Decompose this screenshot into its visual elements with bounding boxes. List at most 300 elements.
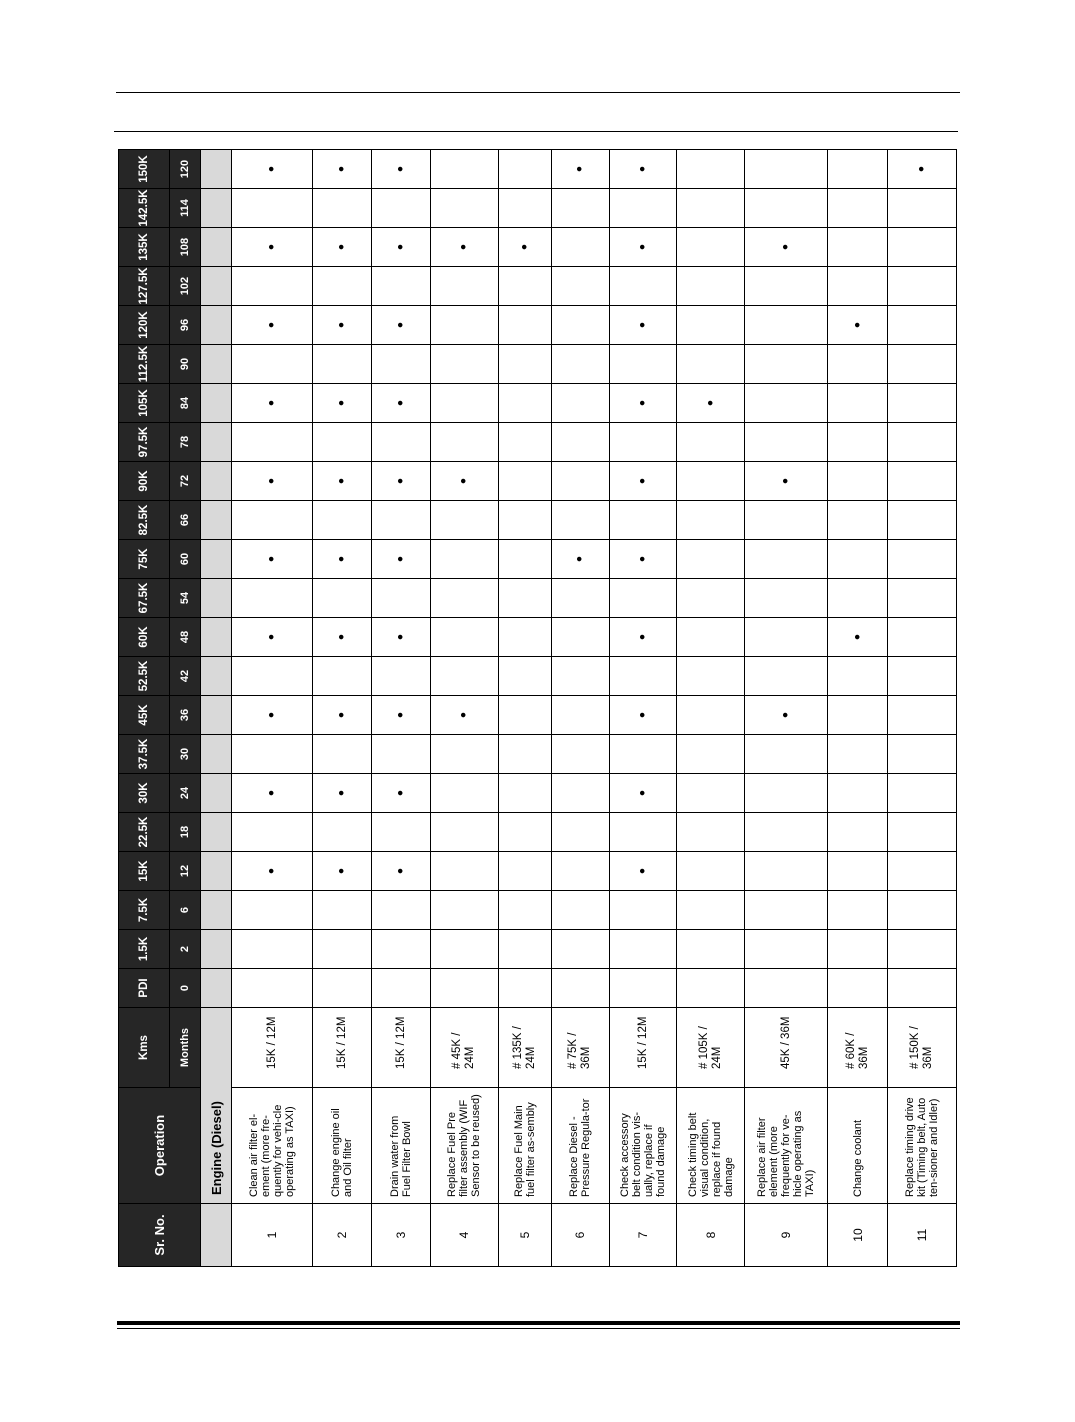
- schedule-cell: [745, 930, 828, 969]
- schedule-cell: [431, 969, 499, 1008]
- schedule-cell: [828, 813, 888, 852]
- interval-cell: 15K / 12M: [372, 1008, 431, 1088]
- schedule-cell: [498, 540, 551, 579]
- schedule-cell: [551, 306, 610, 345]
- service-dot-icon: •: [633, 400, 653, 406]
- schedule-cell: [372, 657, 431, 696]
- schedule-cell: [372, 774, 431, 813]
- header-km-16: 112.5K: [119, 345, 170, 384]
- schedule-cell: [372, 228, 431, 267]
- schedule-cell: [498, 501, 551, 540]
- schedule-cell: [372, 579, 431, 618]
- operation-cell: Replace Fuel Pre filter assembly (WIF Sensor to be reused): [431, 1088, 499, 1204]
- schedule-cell: [313, 969, 372, 1008]
- schedule-cell: [828, 501, 888, 540]
- schedule-cell: [551, 696, 610, 735]
- schedule-cell: [431, 735, 499, 774]
- header-km-1: 1.5K: [119, 930, 170, 969]
- service-dot-icon: •: [332, 790, 352, 796]
- schedule-cell: [372, 540, 431, 579]
- operation-cell: Replace timing drive kit (Timing belt, Auto ten-sioner and Idler): [887, 1088, 956, 1204]
- schedule-cell: [610, 267, 677, 306]
- schedule-cell: [887, 462, 956, 501]
- sr-no-cell: 11: [887, 1204, 956, 1267]
- header-operation: Operation: [119, 1088, 201, 1204]
- schedule-cell: [313, 189, 372, 228]
- schedule-cell: [431, 657, 499, 696]
- header-month-20: 114: [170, 189, 201, 228]
- operation-cell: Replace Fuel Main fuel filter as-sembly: [498, 1088, 551, 1204]
- schedule-cell: [232, 891, 313, 930]
- header-km-13: 90K: [119, 462, 170, 501]
- schedule-cell: [610, 462, 677, 501]
- schedule-cell: [551, 657, 610, 696]
- rotated-table-wrapper: [118, 155, 957, 1267]
- schedule-cell: [887, 852, 956, 891]
- header-month-7: 36: [170, 696, 201, 735]
- header-months: Months: [170, 1008, 201, 1088]
- schedule-cell: [498, 969, 551, 1008]
- schedule-cell: [610, 696, 677, 735]
- schedule-cell: [677, 150, 745, 189]
- sr-no-cell: 3: [372, 1204, 431, 1267]
- schedule-cell: [887, 930, 956, 969]
- top-rule-1: [116, 92, 960, 93]
- schedule-cell: [313, 930, 372, 969]
- schedule-cell: [828, 618, 888, 657]
- header-month-4: 18: [170, 813, 201, 852]
- schedule-cell: [232, 150, 313, 189]
- schedule-cell: [677, 579, 745, 618]
- schedule-cell: [232, 345, 313, 384]
- service-dot-icon: •: [391, 400, 411, 406]
- schedule-cell: [431, 267, 499, 306]
- schedule-cell: [745, 423, 828, 462]
- schedule-cell: [372, 345, 431, 384]
- schedule-cell: [610, 813, 677, 852]
- schedule-cell: [828, 735, 888, 774]
- schedule-cell: [745, 267, 828, 306]
- schedule-cell: [610, 384, 677, 423]
- operation-cell: Change engine oil and Oil filter: [313, 1088, 372, 1204]
- schedule-cell: [431, 384, 499, 423]
- header-km-18: 127.5K: [119, 267, 170, 306]
- schedule-cell: [551, 579, 610, 618]
- service-dot-icon: •: [262, 478, 282, 484]
- schedule-cell: [498, 345, 551, 384]
- schedule-cell: [232, 618, 313, 657]
- schedule-cell: [610, 579, 677, 618]
- schedule-cell: [745, 228, 828, 267]
- service-dot-icon: •: [633, 712, 653, 718]
- schedule-cell: [610, 774, 677, 813]
- schedule-cell: [498, 735, 551, 774]
- schedule-cell: [887, 306, 956, 345]
- header-km-19: 135K: [119, 228, 170, 267]
- schedule-cell: [498, 813, 551, 852]
- schedule-cell: [828, 696, 888, 735]
- schedule-cell: [232, 852, 313, 891]
- schedule-cell: [431, 462, 499, 501]
- schedule-cell: [745, 696, 828, 735]
- schedule-cell: [551, 540, 610, 579]
- schedule-cell: [745, 813, 828, 852]
- header-month-11: 60: [170, 540, 201, 579]
- bottom-rule-thin: [117, 1328, 960, 1329]
- header-km-20: 142.5K: [119, 189, 170, 228]
- schedule-cell: [828, 150, 888, 189]
- schedule-cell: [610, 423, 677, 462]
- table-row: [313, 150, 372, 1267]
- service-dot-icon: •: [633, 790, 653, 796]
- header-sr-no: Sr. No.: [119, 1204, 201, 1267]
- operation-cell: Replace air filter element (more frequently for ve-hicle operating as TAXI): [745, 1088, 828, 1204]
- interval-cell: # 75K / 36M: [551, 1008, 610, 1088]
- header-month-14: 78: [170, 423, 201, 462]
- schedule-cell: [677, 618, 745, 657]
- service-dot-icon: •: [847, 322, 867, 328]
- sr-no-cell: 5: [498, 1204, 551, 1267]
- schedule-cell: [610, 930, 677, 969]
- schedule-cell: [745, 462, 828, 501]
- schedule-cell: [551, 501, 610, 540]
- schedule-cell: [498, 852, 551, 891]
- schedule-cell: [313, 306, 372, 345]
- schedule-cell: [313, 150, 372, 189]
- service-dot-icon: •: [332, 556, 352, 562]
- schedule-cell: [431, 579, 499, 618]
- service-dot-icon: •: [262, 322, 282, 328]
- service-dot-icon: •: [262, 868, 282, 874]
- schedule-cell: [232, 813, 313, 852]
- schedule-cell: [551, 969, 610, 1008]
- schedule-cell: [677, 228, 745, 267]
- schedule-cell: [232, 930, 313, 969]
- table-row: [431, 150, 499, 1267]
- schedule-cell: [232, 189, 313, 228]
- schedule-cell: [372, 189, 431, 228]
- service-dot-icon: •: [332, 868, 352, 874]
- service-dot-icon: •: [454, 712, 474, 718]
- service-dot-icon: •: [391, 244, 411, 250]
- schedule-cell: [431, 774, 499, 813]
- schedule-cell: [313, 228, 372, 267]
- table-row: [677, 150, 745, 1267]
- schedule-cell: [232, 696, 313, 735]
- schedule-cell: [887, 735, 956, 774]
- schedule-cell: [610, 189, 677, 228]
- header-km-6: 37.5K: [119, 735, 170, 774]
- schedule-cell: [551, 774, 610, 813]
- header-km-2: 7.5K: [119, 891, 170, 930]
- schedule-cell: [551, 930, 610, 969]
- service-dot-icon: •: [911, 166, 931, 172]
- schedule-cell: [313, 540, 372, 579]
- schedule-cell: [828, 891, 888, 930]
- schedule-cell: [887, 189, 956, 228]
- header-month-1: 2: [170, 930, 201, 969]
- schedule-cell: [498, 579, 551, 618]
- interval-cell: 15K / 12M: [232, 1008, 313, 1088]
- schedule-cell: [887, 150, 956, 189]
- header-month-15: 84: [170, 384, 201, 423]
- service-dot-icon: •: [262, 790, 282, 796]
- schedule-cell: [431, 150, 499, 189]
- schedule-cell: [677, 384, 745, 423]
- schedule-cell: [828, 969, 888, 1008]
- schedule-cell: [677, 969, 745, 1008]
- schedule-cell: [745, 501, 828, 540]
- schedule-cell: [232, 579, 313, 618]
- schedule-cell: [677, 306, 745, 345]
- schedule-cell: [232, 384, 313, 423]
- schedule-cell: [745, 735, 828, 774]
- schedule-cell: [887, 501, 956, 540]
- service-dot-icon: •: [633, 634, 653, 640]
- header-km-5: 30K: [119, 774, 170, 813]
- schedule-cell: [431, 852, 499, 891]
- service-dot-icon: •: [332, 322, 352, 328]
- schedule-cell: [372, 891, 431, 930]
- interval-cell: # 135K / 24M: [498, 1008, 551, 1088]
- interval-cell: # 105K / 24M: [677, 1008, 745, 1088]
- service-dot-icon: •: [262, 166, 282, 172]
- service-dot-icon: •: [332, 478, 352, 484]
- schedule-cell: [498, 462, 551, 501]
- schedule-cell: [887, 813, 956, 852]
- schedule-cell: [372, 618, 431, 657]
- schedule-cell: [677, 696, 745, 735]
- schedule-cell: [677, 462, 745, 501]
- table-row: [610, 150, 677, 1267]
- schedule-cell: [551, 228, 610, 267]
- schedule-cell: [431, 540, 499, 579]
- sr-no-cell: 10: [828, 1204, 888, 1267]
- schedule-cell: [745, 969, 828, 1008]
- schedule-cell: [431, 423, 499, 462]
- service-dot-icon: •: [391, 556, 411, 562]
- schedule-cell: [313, 852, 372, 891]
- schedule-cell: [610, 228, 677, 267]
- schedule-cell: [677, 735, 745, 774]
- header-month-3: 12: [170, 852, 201, 891]
- schedule-cell: [677, 657, 745, 696]
- sr-no-cell: 1: [232, 1204, 313, 1267]
- schedule-cell: [372, 735, 431, 774]
- schedule-cell: [887, 657, 956, 696]
- service-dot-icon: •: [332, 400, 352, 406]
- operation-cell: Check timing belt visual condition, replace if found damage: [677, 1088, 745, 1204]
- schedule-cell: [610, 969, 677, 1008]
- schedule-cell: [313, 891, 372, 930]
- schedule-cell: [232, 501, 313, 540]
- schedule-cell: [232, 540, 313, 579]
- schedule-cell: [828, 384, 888, 423]
- schedule-cell: [313, 267, 372, 306]
- schedule-cell: [828, 423, 888, 462]
- service-dot-icon: •: [391, 712, 411, 718]
- schedule-cell: [313, 618, 372, 657]
- schedule-cell: [677, 345, 745, 384]
- schedule-cell: [498, 618, 551, 657]
- schedule-cell: [372, 813, 431, 852]
- schedule-cell: [551, 735, 610, 774]
- service-dot-icon: •: [332, 634, 352, 640]
- schedule-cell: [313, 813, 372, 852]
- schedule-cell: [313, 579, 372, 618]
- schedule-cell: [498, 189, 551, 228]
- schedule-cell: [498, 423, 551, 462]
- schedule-cell: [745, 384, 828, 423]
- service-dot-icon: •: [391, 478, 411, 484]
- service-dot-icon: •: [262, 634, 282, 640]
- schedule-cell: [828, 579, 888, 618]
- schedule-cell: [372, 267, 431, 306]
- service-dot-icon: •: [332, 712, 352, 718]
- schedule-cell: [372, 306, 431, 345]
- service-dot-icon: •: [776, 712, 796, 718]
- schedule-cell: [372, 462, 431, 501]
- header-km-7: 45K: [119, 696, 170, 735]
- header-km-3: 15K: [119, 852, 170, 891]
- service-dot-icon: •: [262, 712, 282, 718]
- schedule-cell: [372, 852, 431, 891]
- operation-cell: Clean air filter el-ement (more fre-quently for vehi-cle operating as TAXI): [232, 1088, 313, 1204]
- schedule-cell: [745, 306, 828, 345]
- schedule-cell: [313, 384, 372, 423]
- schedule-cell: [887, 228, 956, 267]
- schedule-cell: [887, 540, 956, 579]
- schedule-cell: [498, 306, 551, 345]
- schedule-cell: [828, 189, 888, 228]
- schedule-cell: [431, 345, 499, 384]
- service-dot-icon: •: [776, 244, 796, 250]
- sr-no-cell: 9: [745, 1204, 828, 1267]
- header-month-12: 66: [170, 501, 201, 540]
- service-dot-icon: •: [391, 166, 411, 172]
- schedule-cell: [610, 618, 677, 657]
- service-dot-icon: •: [332, 244, 352, 250]
- sr-no-cell: 8: [677, 1204, 745, 1267]
- header-month-17: 96: [170, 306, 201, 345]
- schedule-cell: [677, 891, 745, 930]
- operation-cell: Replace Diesel - Pressure Regula-tor: [551, 1088, 610, 1204]
- schedule-cell: [551, 462, 610, 501]
- schedule-cell: [372, 423, 431, 462]
- schedule-cell: [431, 501, 499, 540]
- schedule-cell: [431, 813, 499, 852]
- top-rule-2: [114, 131, 958, 132]
- table-row: [887, 150, 956, 1267]
- header-km-4: 22.5K: [119, 813, 170, 852]
- header-month-18: 102: [170, 267, 201, 306]
- header-month-21: 120: [170, 150, 201, 189]
- schedule-cell: [498, 384, 551, 423]
- schedule-cell: [372, 501, 431, 540]
- schedule-cell: [610, 735, 677, 774]
- schedule-cell: [232, 735, 313, 774]
- header-month-6: 30: [170, 735, 201, 774]
- schedule-cell: [677, 423, 745, 462]
- service-dot-icon: •: [633, 556, 653, 562]
- schedule-cell: [677, 189, 745, 228]
- schedule-cell: [677, 267, 745, 306]
- schedule-cell: [677, 501, 745, 540]
- service-dot-icon: •: [332, 166, 352, 172]
- schedule-cell: [828, 774, 888, 813]
- schedule-cell: [431, 618, 499, 657]
- schedule-cell: [610, 306, 677, 345]
- schedule-cell: [372, 930, 431, 969]
- schedule-cell: [431, 189, 499, 228]
- table-row: [828, 150, 888, 1267]
- schedule-cell: [372, 150, 431, 189]
- header-km-8: 52.5K: [119, 657, 170, 696]
- service-dot-icon: •: [391, 322, 411, 328]
- service-dot-icon: •: [633, 478, 653, 484]
- schedule-cell: [887, 579, 956, 618]
- schedule-cell: [551, 345, 610, 384]
- schedule-cell: [313, 462, 372, 501]
- schedule-cell: [610, 345, 677, 384]
- schedule-cell: [887, 384, 956, 423]
- maintenance-schedule-table: [118, 149, 957, 1267]
- schedule-cell: [828, 345, 888, 384]
- schedule-cell: [498, 657, 551, 696]
- schedule-cell: [745, 189, 828, 228]
- header-km-21: 150K: [119, 150, 170, 189]
- service-dot-icon: •: [570, 166, 590, 172]
- sr-no-cell: 6: [551, 1204, 610, 1267]
- schedule-cell: [677, 774, 745, 813]
- header-km-15: 105K: [119, 384, 170, 423]
- schedule-cell: [610, 540, 677, 579]
- schedule-cell: [745, 150, 828, 189]
- schedule-cell: [551, 891, 610, 930]
- service-dot-icon: •: [847, 634, 867, 640]
- header-km-0: PDI: [119, 969, 170, 1008]
- schedule-cell: [828, 657, 888, 696]
- service-dot-icon: •: [570, 556, 590, 562]
- header-km-14: 97.5K: [119, 423, 170, 462]
- schedule-cell: [887, 267, 956, 306]
- schedule-cell: [372, 696, 431, 735]
- interval-cell: # 60K / 36M: [828, 1008, 888, 1088]
- schedule-cell: [498, 774, 551, 813]
- header-kms: Kms: [119, 1008, 170, 1088]
- schedule-cell: [745, 891, 828, 930]
- schedule-cell: [745, 657, 828, 696]
- schedule-cell: [677, 930, 745, 969]
- schedule-cell: [551, 618, 610, 657]
- header-month-0: 0: [170, 969, 201, 1008]
- schedule-cell: [313, 774, 372, 813]
- service-dot-icon: •: [454, 478, 474, 484]
- section-title: Engine (Diesel): [201, 1008, 232, 1204]
- schedule-cell: [498, 150, 551, 189]
- schedule-cell: [551, 267, 610, 306]
- schedule-cell: [828, 930, 888, 969]
- schedule-cell: [498, 696, 551, 735]
- table-row: [551, 150, 610, 1267]
- interval-cell: # 150K / 36M: [887, 1008, 956, 1088]
- schedule-cell: [431, 696, 499, 735]
- schedule-cell: [498, 930, 551, 969]
- service-dot-icon: •: [776, 478, 796, 484]
- schedule-cell: [551, 852, 610, 891]
- table-row: [745, 150, 828, 1267]
- service-dot-icon: •: [454, 244, 474, 250]
